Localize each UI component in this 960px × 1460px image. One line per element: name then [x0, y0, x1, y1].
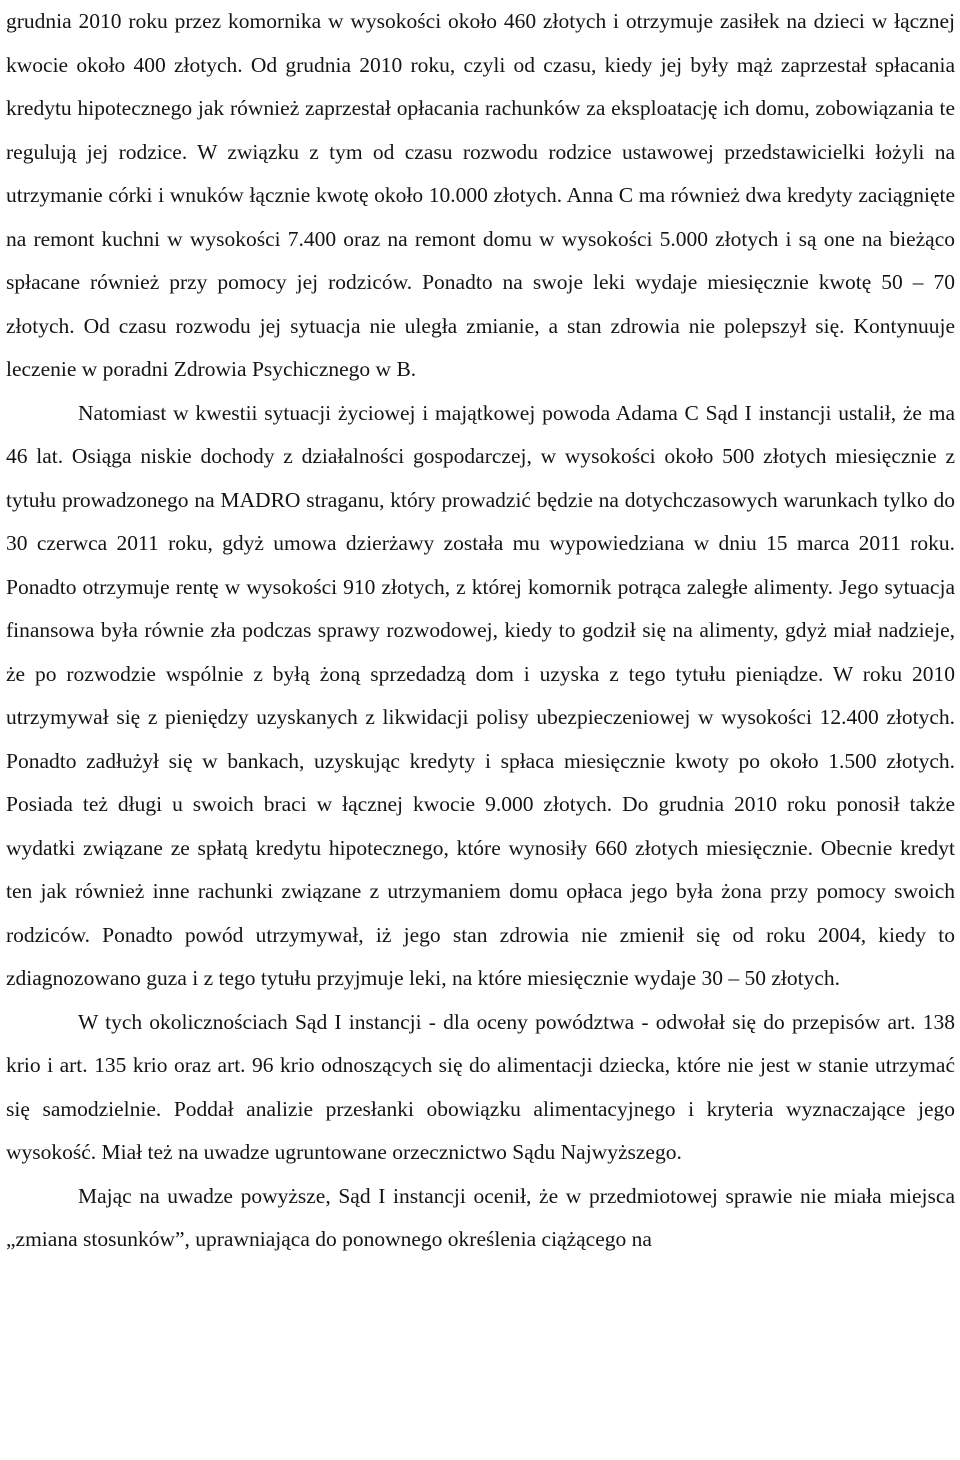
paragraph-2: Natomiast w kwestii sytuacji życiowej i majątkowej powoda Adama C Sąd I instancji ustalił, że ma 46 lat. Osiąga niskie dochody z działalności gospodarczej, w wysokości około 500 złotych miesięcznie z tytułu prowadzonego na MADRO straganu, który prowadzić będzie na dotychczasowych warunkach tylko do 30 czerwca 2011 roku, gdyż umowa dzierżawy została mu wypowiedziana w dniu 15 marca 2011 roku. Ponadto otrzymuje rentę w wysokości 910 złotych, z której komornik potrąca zaległe alimenty. Jego sytuacja finansowa była równie zła podczas sprawy rozwodowej, kiedy to godził się na alimenty, gdyż miał nadzieje, że po rozwodzie wspólnie z byłą żoną sprzedadzą dom i uzyska z tego tytułu pieniądze. W roku 2010 utrzymywał się z pieniędzy uzyskanych z likwidacji polisy ubezpieczeniowej w wysokości 12.400 złotych. Ponadto zadłużył się w bankach, uzyskując kredyty i spłaca miesięcznie kwoty po około 1.500 złotych. Posiada też długi u swoich braci w łącznej kwocie 9.000 złotych. Do grudnia 2010 roku ponosił także wydatki związane ze spłatą kredytu hipotecznego, które wynosiły 660 złotych miesięcznie. Obecnie kredyt ten jak również inne rachunki związane z utrzymaniem domu opłaca jego była żona przy pomocy swoich rodziców. Ponadto powód utrzymywał, iż jego stan zdrowia nie zmienił się od roku 2004, kiedy to zdiagnozowano guza i z tego tytułu przyjmuje leki, na które miesięcznie wydaje 30 – 50 złotych.	[6, 400, 955, 990]
paragraph-1: grudnia 2010 roku przez komornika w wysokości około 460 złotych i otrzymuje zasiłek na dzieci w łącznej kwocie około 400 złotych. Od grudnia 2010 roku, czyli od czasu, kiedy jej były mąż zaprzestał spłacania kredytu hipotecznego jak również zaprzestał opłacania rachunków za eksploatację ich domu, zobowiązania te regulują jej rodzice. W związku z tym od czasu rozwodu rodzice ustawowej przedstawicielki łożyli na utrzymanie córki i wnuków łącznie kwotę około 10.000 złotych. Anna C ma również dwa kredyty zaciągnięte na remont kuchni w wysokości 7.400 oraz na remont domu w wysokości 5.000 złotych i są one na bieżąco spłacane również przy pomocy jej rodziców. Ponadto na swoje leki wydaje miesięcznie kwotę 50 – 70 złotych. Od czasu rozwodu jej sytuacja nie uległa zmianie, a stan zdrowia nie polepszył się. Kontynuuje leczenie w poradni Zdrowia Psychicznego w B.	[6, 9, 955, 381]
paragraph-4: Mając na uwadze powyższe, Sąd I instancji ocenił, że w przedmiotowej sprawie nie miała miejsca „zmiana stosunków”, uprawniająca do ponownego określenia ciążącego na	[6, 1183, 955, 1251]
paragraph-3: W tych okolicznościach Sąd I instancji - dla oceny powództwa - odwołał się do przepisów art. 138 krio i art. 135 krio oraz art. 96 krio odnoszących się do alimentacji dziecka, które nie jest w stanie utrzymać się samodzielnie. Poddał analizie przesłanki obowiązku alimentacyjnego i kryteria wyznaczające jego wysokość. Miał też na uwadze ugruntowane orzecznictwo Sądu Najwyższego.	[6, 1009, 955, 1164]
